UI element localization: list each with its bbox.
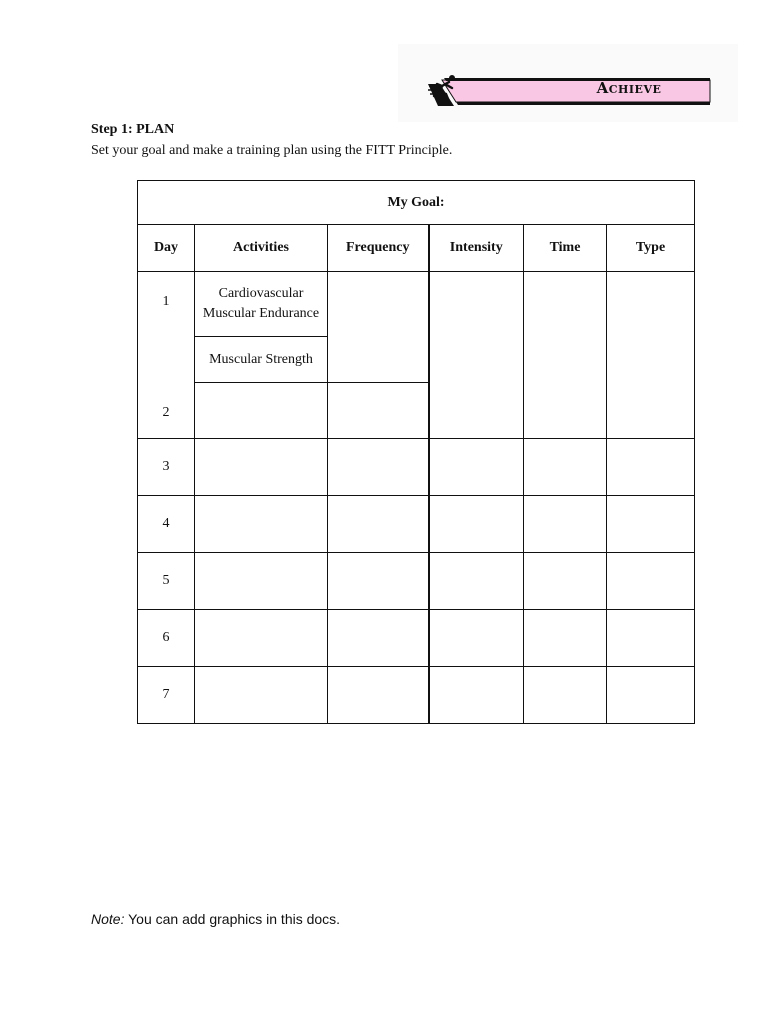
fitt-plan-table <box>137 180 695 724</box>
time-cell-day4[interactable] <box>524 496 607 553</box>
header-frequency: Frequency <box>328 225 429 272</box>
frequency-cell-day5[interactable] <box>328 553 429 610</box>
frequency-cell-day6[interactable] <box>328 610 429 667</box>
activity-cardio-line1: Cardiovascular <box>218 286 304 301</box>
header-intensity: Intensity <box>429 225 524 272</box>
achieve-banner <box>398 44 738 122</box>
intensity-cell-day5[interactable] <box>429 553 524 610</box>
time-cell-day5[interactable] <box>524 553 607 610</box>
note-text <box>91 911 340 927</box>
day-cell-1-2 <box>138 272 195 439</box>
day-number-4: 4 <box>138 496 195 553</box>
time-cell-day1-2[interactable] <box>524 272 607 439</box>
intensity-cell-day4[interactable] <box>429 496 524 553</box>
intensity-cell-day7[interactable] <box>429 667 524 724</box>
activity-cardio-cell[interactable] <box>195 272 328 337</box>
note-body: You can add graphics in this docs. <box>124 911 341 927</box>
frequency-cell-day7[interactable] <box>328 667 429 724</box>
header-day: Day <box>138 225 195 272</box>
day-number-2: 2 <box>162 405 170 420</box>
type-cell-day6[interactable] <box>607 610 695 667</box>
my-goal-cell[interactable] <box>138 181 695 225</box>
frequency-cell-day1[interactable] <box>328 272 429 383</box>
type-cell-day5[interactable] <box>607 553 695 610</box>
day-number-7: 7 <box>138 667 195 724</box>
activity-cell-day7[interactable] <box>195 667 328 724</box>
intensity-cell-day6[interactable] <box>429 610 524 667</box>
banner-label: Achieve <box>596 79 662 97</box>
activity-strength-cell[interactable]: Muscular Strength <box>195 337 328 383</box>
note-label: Note: <box>91 911 125 927</box>
activity-cell-day6[interactable] <box>195 610 328 667</box>
intensity-cell-day1-2[interactable] <box>429 272 524 439</box>
time-cell-day6[interactable] <box>524 610 607 667</box>
time-cell-day3[interactable] <box>524 439 607 496</box>
step-heading: Step 1: PLAN <box>91 122 175 137</box>
header-activities: Activities <box>195 225 328 272</box>
activity-cell-day3[interactable] <box>195 439 328 496</box>
day-number-5: 5 <box>138 553 195 610</box>
intensity-cell-day3[interactable] <box>429 439 524 496</box>
type-cell-day3[interactable] <box>607 439 695 496</box>
activity-cell-day2[interactable] <box>195 383 328 439</box>
time-cell-day7[interactable] <box>524 667 607 724</box>
type-cell-day7[interactable] <box>607 667 695 724</box>
table-row-day3 <box>138 439 695 496</box>
day-number-6: 6 <box>138 610 195 667</box>
step-instruction: Set your goal and make a training plan using the FITT Principle. <box>91 143 453 158</box>
goal-row <box>138 181 695 225</box>
runner-icon <box>428 74 458 100</box>
table-row-day6 <box>138 610 695 667</box>
table-row-day5 <box>138 553 695 610</box>
header-row <box>138 225 695 272</box>
activity-cardio-line2: Muscular Endurance <box>202 306 320 321</box>
frequency-cell-day2[interactable] <box>328 383 429 439</box>
frequency-cell-day3[interactable] <box>328 439 429 496</box>
table-row-day4 <box>138 496 695 553</box>
type-cell-day4[interactable] <box>607 496 695 553</box>
table-row-day7 <box>138 667 695 724</box>
my-goal-label: My Goal: <box>387 194 445 210</box>
type-cell-day1-2[interactable] <box>607 272 695 439</box>
header-type: Type <box>607 225 695 272</box>
activity-cell-day4[interactable] <box>195 496 328 553</box>
day-number-1: 1 <box>162 294 170 309</box>
frequency-cell-day4[interactable] <box>328 496 429 553</box>
activity-cell-day5[interactable] <box>195 553 328 610</box>
table-row-day1 <box>138 272 695 337</box>
day-number-3: 3 <box>138 439 195 496</box>
header-time: Time <box>524 225 607 272</box>
